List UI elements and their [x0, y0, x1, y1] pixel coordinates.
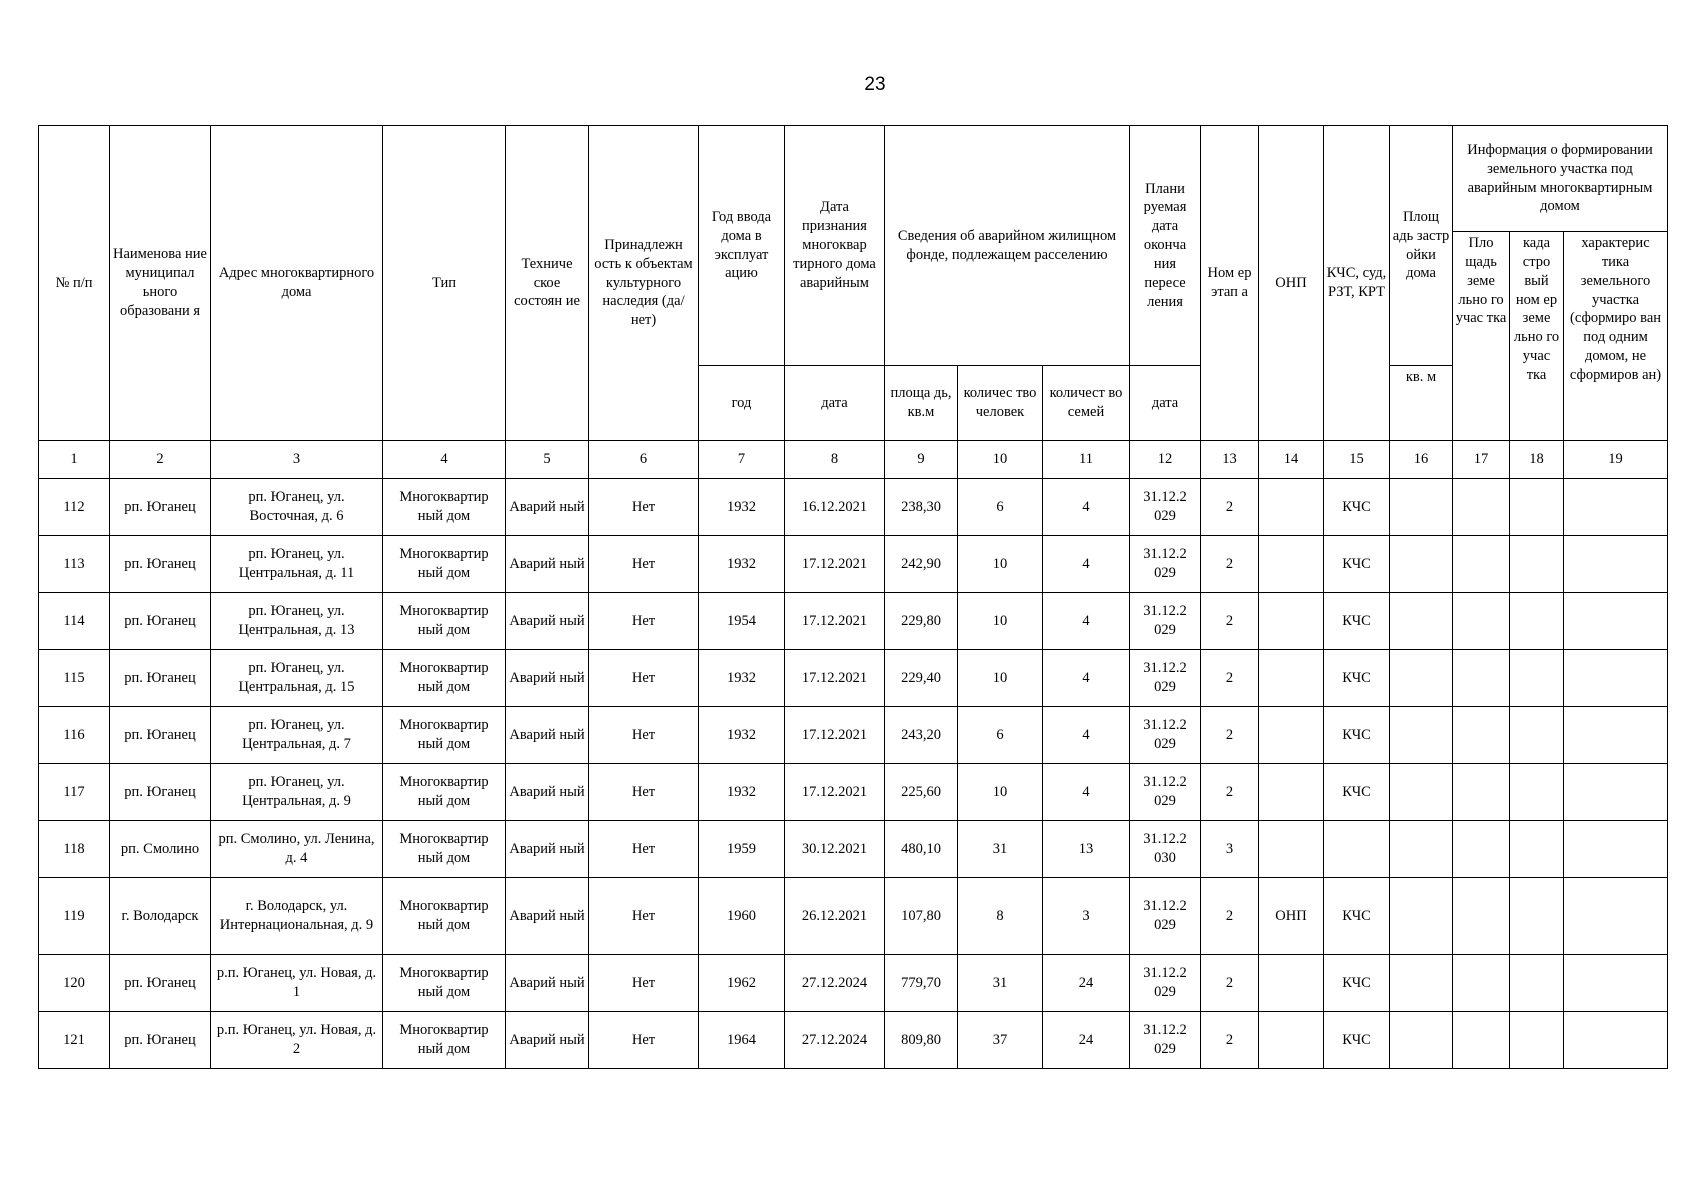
- cell-people: 31: [958, 955, 1043, 1012]
- cell-built-area: [1390, 593, 1453, 650]
- cell-planned-date: 31.12.2 029: [1130, 593, 1201, 650]
- cell-onp: [1259, 650, 1324, 707]
- cell-onp: [1259, 536, 1324, 593]
- cell-kchs: КЧС: [1324, 650, 1390, 707]
- cell-cadastral: [1510, 955, 1564, 1012]
- header-col-emergency-info: Сведения об аварийном жилищном фонде, подлежащем расселению: [885, 126, 1130, 366]
- header-col-land-info: Информация о формировании земельного участка под аварийным многоквартирным домом: [1453, 126, 1668, 232]
- cell-stage: 2: [1201, 878, 1259, 955]
- cell-land-char: [1564, 1012, 1668, 1069]
- cell-heritage: Нет: [589, 821, 699, 878]
- cell-type: Многоквартир ный дом: [383, 650, 506, 707]
- cell-land-area: [1453, 955, 1510, 1012]
- cell-land-area: [1453, 707, 1510, 764]
- cell-people: 10: [958, 536, 1043, 593]
- cell-land-area: [1453, 536, 1510, 593]
- cell-cadastral: [1510, 593, 1564, 650]
- cell-condition: Аварий ный: [506, 955, 589, 1012]
- cell-year: 1964: [699, 1012, 785, 1069]
- header-col-num: № п/п: [39, 126, 110, 441]
- header-sub-families: количест во семей: [1043, 366, 1130, 441]
- table-row: [39, 1012, 1668, 1069]
- cell-type: Многоквартир ный дом: [383, 955, 506, 1012]
- cell-type: Многоквартир ный дом: [383, 593, 506, 650]
- cell-date: 17.12.2021: [785, 707, 885, 764]
- cell-area: 480,10: [885, 821, 958, 878]
- cell-families: 4: [1043, 479, 1130, 536]
- cell-type: Многоквартир ный дом: [383, 764, 506, 821]
- cell-area: 779,70: [885, 955, 958, 1012]
- cell-families: 4: [1043, 707, 1130, 764]
- cell-year: 1932: [699, 707, 785, 764]
- cell-land-char: [1564, 707, 1668, 764]
- cell-condition: Аварий ный: [506, 593, 589, 650]
- cell-land-char: [1564, 479, 1668, 536]
- col-number: 6: [589, 441, 699, 479]
- cell-heritage: Нет: [589, 878, 699, 955]
- cell-municipality: рп. Юганец: [110, 1012, 211, 1069]
- header-col-address: Адрес многоквартирного дома: [211, 126, 383, 441]
- col-number: 12: [1130, 441, 1201, 479]
- table-row: [39, 878, 1668, 955]
- column-number-row: [39, 441, 1668, 479]
- col-number: 7: [699, 441, 785, 479]
- cell-condition: Аварий ный: [506, 764, 589, 821]
- cell-area: 809,80: [885, 1012, 958, 1069]
- cell-stage: 2: [1201, 955, 1259, 1012]
- cell-onp: [1259, 707, 1324, 764]
- cell-onp: [1259, 1012, 1324, 1069]
- cell-date: 30.12.2021: [785, 821, 885, 878]
- cell-municipality: рп. Юганец: [110, 593, 211, 650]
- cell-land-area: [1453, 878, 1510, 955]
- col-number: 5: [506, 441, 589, 479]
- col-number: 13: [1201, 441, 1259, 479]
- header-col-onp: ОНП: [1259, 126, 1324, 441]
- cell-families: 4: [1043, 764, 1130, 821]
- header-col-year: Год ввода дома в эксплуат ацию: [699, 126, 785, 366]
- cell-onp: ОНП: [1259, 878, 1324, 955]
- header-col-planned-date: Плани руемая дата оконча ния пересе ления: [1130, 126, 1201, 366]
- cell-families: 4: [1043, 536, 1130, 593]
- cell-area: 243,20: [885, 707, 958, 764]
- cell-planned-date: 31.12.2 029: [1130, 707, 1201, 764]
- cell-land-char: [1564, 650, 1668, 707]
- cell-num: 120: [39, 955, 110, 1012]
- cell-address: рп. Юганец, ул. Центральная, д. 9: [211, 764, 383, 821]
- col-number: 8: [785, 441, 885, 479]
- cell-families: 24: [1043, 955, 1130, 1012]
- cell-area: 242,90: [885, 536, 958, 593]
- cell-area: 229,80: [885, 593, 958, 650]
- header-col-type: Тип: [383, 126, 506, 441]
- cell-area: 229,40: [885, 650, 958, 707]
- cell-planned-date: 31.12.2 029: [1130, 650, 1201, 707]
- cell-year: 1962: [699, 955, 785, 1012]
- cell-date: 17.12.2021: [785, 650, 885, 707]
- cell-kchs: КЧС: [1324, 955, 1390, 1012]
- cell-onp: [1259, 479, 1324, 536]
- cell-cadastral: [1510, 878, 1564, 955]
- cell-stage: 3: [1201, 821, 1259, 878]
- cell-built-area: [1390, 1012, 1453, 1069]
- col-number: 17: [1453, 441, 1510, 479]
- col-number: 14: [1259, 441, 1324, 479]
- cell-heritage: Нет: [589, 955, 699, 1012]
- cell-year: 1959: [699, 821, 785, 878]
- cell-people: 10: [958, 593, 1043, 650]
- col-number: 1: [39, 441, 110, 479]
- cell-cadastral: [1510, 1012, 1564, 1069]
- cell-land-char: [1564, 878, 1668, 955]
- cell-date: 16.12.2021: [785, 479, 885, 536]
- cell-heritage: Нет: [589, 593, 699, 650]
- cell-address: рп. Юганец, ул. Центральная, д. 7: [211, 707, 383, 764]
- cell-cadastral: [1510, 479, 1564, 536]
- cell-municipality: рп. Юганец: [110, 650, 211, 707]
- cell-people: 10: [958, 764, 1043, 821]
- cell-heritage: Нет: [589, 764, 699, 821]
- cell-onp: [1259, 955, 1324, 1012]
- cell-address: р.п. Юганец, ул. Новая, д. 1: [211, 955, 383, 1012]
- cell-condition: Аварий ный: [506, 821, 589, 878]
- cell-heritage: Нет: [589, 1012, 699, 1069]
- cell-people: 37: [958, 1012, 1043, 1069]
- cell-planned-date: 31.12.2 029: [1130, 536, 1201, 593]
- cell-kchs: КЧС: [1324, 878, 1390, 955]
- cell-type: Многоквартир ный дом: [383, 1012, 506, 1069]
- header-col-built-area: Площ адь застр ойки дома: [1390, 126, 1453, 366]
- header-row-1: [39, 126, 1668, 232]
- cell-date: 27.12.2024: [785, 955, 885, 1012]
- cell-type: Многоквартир ный дом: [383, 878, 506, 955]
- cell-num: 112: [39, 479, 110, 536]
- cell-planned-date: 31.12.2 029: [1130, 479, 1201, 536]
- cell-num: 121: [39, 1012, 110, 1069]
- table-row: [39, 821, 1668, 878]
- cell-cadastral: [1510, 764, 1564, 821]
- cell-municipality: рп. Юганец: [110, 764, 211, 821]
- cell-families: 3: [1043, 878, 1130, 955]
- cell-type: Многоквартир ный дом: [383, 536, 506, 593]
- cell-kchs: КЧС: [1324, 1012, 1390, 1069]
- cell-address: рп. Смолино, ул. Ленина, д. 4: [211, 821, 383, 878]
- cell-built-area: [1390, 955, 1453, 1012]
- cell-stage: 2: [1201, 479, 1259, 536]
- cell-condition: Аварий ный: [506, 1012, 589, 1069]
- col-number: 18: [1510, 441, 1564, 479]
- col-number: 10: [958, 441, 1043, 479]
- table-row: [39, 650, 1668, 707]
- cell-kchs: КЧС: [1324, 536, 1390, 593]
- cell-year: 1932: [699, 764, 785, 821]
- cell-date: 26.12.2021: [785, 878, 885, 955]
- cell-built-area: [1390, 707, 1453, 764]
- cell-address: рп. Юганец, ул. Центральная, д. 13: [211, 593, 383, 650]
- cell-planned-date: 31.12.2 029: [1130, 764, 1201, 821]
- cell-condition: Аварий ный: [506, 707, 589, 764]
- cell-land-area: [1453, 1012, 1510, 1069]
- cell-num: 113: [39, 536, 110, 593]
- header-sub-people: количес тво человек: [958, 366, 1043, 441]
- cell-area: 225,60: [885, 764, 958, 821]
- cell-year: 1932: [699, 479, 785, 536]
- cell-heritage: Нет: [589, 536, 699, 593]
- cell-date: 17.12.2021: [785, 593, 885, 650]
- cell-type: Многоквартир ный дом: [383, 821, 506, 878]
- table-row: [39, 479, 1668, 536]
- cell-families: 24: [1043, 1012, 1130, 1069]
- cell-address: рп. Юганец, ул. Центральная, д. 11: [211, 536, 383, 593]
- header-sub-planned: дата: [1130, 366, 1201, 441]
- cell-land-area: [1453, 593, 1510, 650]
- cell-heritage: Нет: [589, 650, 699, 707]
- col-number: 15: [1324, 441, 1390, 479]
- cell-date: 27.12.2024: [785, 1012, 885, 1069]
- cell-year: 1960: [699, 878, 785, 955]
- header-col-heritage: Принадлежн ость к объектам культурного наследия (да/нет): [589, 126, 699, 441]
- cell-num: 119: [39, 878, 110, 955]
- cell-num: 117: [39, 764, 110, 821]
- cell-built-area: [1390, 650, 1453, 707]
- cell-onp: [1259, 593, 1324, 650]
- table-row: [39, 707, 1668, 764]
- cell-cadastral: [1510, 707, 1564, 764]
- cell-cadastral: [1510, 536, 1564, 593]
- table-row: [39, 536, 1668, 593]
- cell-date: 17.12.2021: [785, 536, 885, 593]
- cell-heritage: Нет: [589, 707, 699, 764]
- col-number: 4: [383, 441, 506, 479]
- cell-people: 6: [958, 479, 1043, 536]
- header-col-land-char: характерис тика земельного участка (сформиро ван под одним домом, не сформиров ан): [1564, 232, 1668, 441]
- cell-built-area: [1390, 536, 1453, 593]
- cell-municipality: г. Володарск: [110, 878, 211, 955]
- cell-stage: 2: [1201, 536, 1259, 593]
- col-number: 3: [211, 441, 383, 479]
- cell-built-area: [1390, 821, 1453, 878]
- cell-land-char: [1564, 955, 1668, 1012]
- header-sub-area: площа дь, кв.м: [885, 366, 958, 441]
- col-number: 11: [1043, 441, 1130, 479]
- cell-land-area: [1453, 764, 1510, 821]
- cell-cadastral: [1510, 821, 1564, 878]
- table-row: [39, 593, 1668, 650]
- cell-type: Многоквартир ный дом: [383, 707, 506, 764]
- cell-onp: [1259, 764, 1324, 821]
- cell-stage: 2: [1201, 650, 1259, 707]
- cell-land-char: [1564, 536, 1668, 593]
- header-sub-date: дата: [785, 366, 885, 441]
- header-col-condition: Техниче ское состоян ие: [506, 126, 589, 441]
- cell-condition: Аварий ный: [506, 479, 589, 536]
- header-col-cadastral: када стро вый ном ер земе льно го учас тка: [1510, 232, 1564, 441]
- header-col-kchs: КЧС, суд, РЗТ, КРТ: [1324, 126, 1390, 441]
- page-number: 23: [864, 74, 886, 95]
- cell-families: 13: [1043, 821, 1130, 878]
- cell-families: 4: [1043, 650, 1130, 707]
- cell-land-area: [1453, 650, 1510, 707]
- cell-condition: Аварий ный: [506, 536, 589, 593]
- header-sub-year: год: [699, 366, 785, 441]
- cell-address: г. Володарск, ул. Интернациональная, д. 9: [211, 878, 383, 955]
- cell-stage: 2: [1201, 764, 1259, 821]
- cell-kchs: КЧС: [1324, 707, 1390, 764]
- cell-people: 10: [958, 650, 1043, 707]
- cell-municipality: рп. Юганец: [110, 955, 211, 1012]
- cell-address: рп. Юганец, ул. Центральная, д. 15: [211, 650, 383, 707]
- cell-address: р.п. Юганец, ул. Новая, д. 2: [211, 1012, 383, 1069]
- cell-type: Многоквартир ный дом: [383, 479, 506, 536]
- cell-stage: 2: [1201, 593, 1259, 650]
- cell-people: 31: [958, 821, 1043, 878]
- cell-land-char: [1564, 821, 1668, 878]
- cell-area: 107,80: [885, 878, 958, 955]
- cell-kchs: КЧС: [1324, 764, 1390, 821]
- cell-num: 114: [39, 593, 110, 650]
- cell-land-area: [1453, 479, 1510, 536]
- cell-onp: [1259, 821, 1324, 878]
- cell-kchs: [1324, 821, 1390, 878]
- cell-address: рп. Юганец, ул. Восточная, д. 6: [211, 479, 383, 536]
- cell-num: 118: [39, 821, 110, 878]
- cell-date: 17.12.2021: [785, 764, 885, 821]
- cell-land-area: [1453, 821, 1510, 878]
- header-col-date-recognition: Дата признания многоквар тирного дома аварийным: [785, 126, 885, 366]
- cell-stage: 2: [1201, 1012, 1259, 1069]
- cell-num: 115: [39, 650, 110, 707]
- table-row: [39, 955, 1668, 1012]
- cell-condition: Аварий ный: [506, 650, 589, 707]
- cell-land-char: [1564, 764, 1668, 821]
- cell-area: 238,30: [885, 479, 958, 536]
- cell-year: 1932: [699, 536, 785, 593]
- header-col-municipality: Наименова ние муниципал ьного образовани я: [110, 126, 211, 441]
- cell-kchs: КЧС: [1324, 479, 1390, 536]
- cell-municipality: рп. Юганец: [110, 479, 211, 536]
- emergency-housing-table: [38, 125, 1668, 1069]
- header-col-land-area: Пло щадь земе льно го учас тка: [1453, 232, 1510, 441]
- cell-people: 8: [958, 878, 1043, 955]
- col-number: 9: [885, 441, 958, 479]
- cell-cadastral: [1510, 650, 1564, 707]
- cell-municipality: рп. Юганец: [110, 536, 211, 593]
- cell-built-area: [1390, 878, 1453, 955]
- cell-municipality: рп. Юганец: [110, 707, 211, 764]
- cell-year: 1954: [699, 593, 785, 650]
- cell-land-char: [1564, 593, 1668, 650]
- table-row: [39, 764, 1668, 821]
- cell-planned-date: 31.12.2 029: [1130, 1012, 1201, 1069]
- cell-municipality: рп. Смолино: [110, 821, 211, 878]
- cell-planned-date: 31.12.2 029: [1130, 955, 1201, 1012]
- col-number: 2: [110, 441, 211, 479]
- cell-condition: Аварий ный: [506, 878, 589, 955]
- cell-built-area: [1390, 764, 1453, 821]
- cell-planned-date: 31.12.2 030: [1130, 821, 1201, 878]
- cell-year: 1932: [699, 650, 785, 707]
- cell-heritage: Нет: [589, 479, 699, 536]
- cell-people: 6: [958, 707, 1043, 764]
- header-sub-built-unit: кв. м: [1390, 366, 1453, 441]
- col-number: 16: [1390, 441, 1453, 479]
- cell-families: 4: [1043, 593, 1130, 650]
- cell-kchs: КЧС: [1324, 593, 1390, 650]
- cell-num: 116: [39, 707, 110, 764]
- cell-built-area: [1390, 479, 1453, 536]
- header-col-stage: Ном ер этап а: [1201, 126, 1259, 441]
- col-number: 19: [1564, 441, 1668, 479]
- cell-planned-date: 31.12.2 029: [1130, 878, 1201, 955]
- cell-stage: 2: [1201, 707, 1259, 764]
